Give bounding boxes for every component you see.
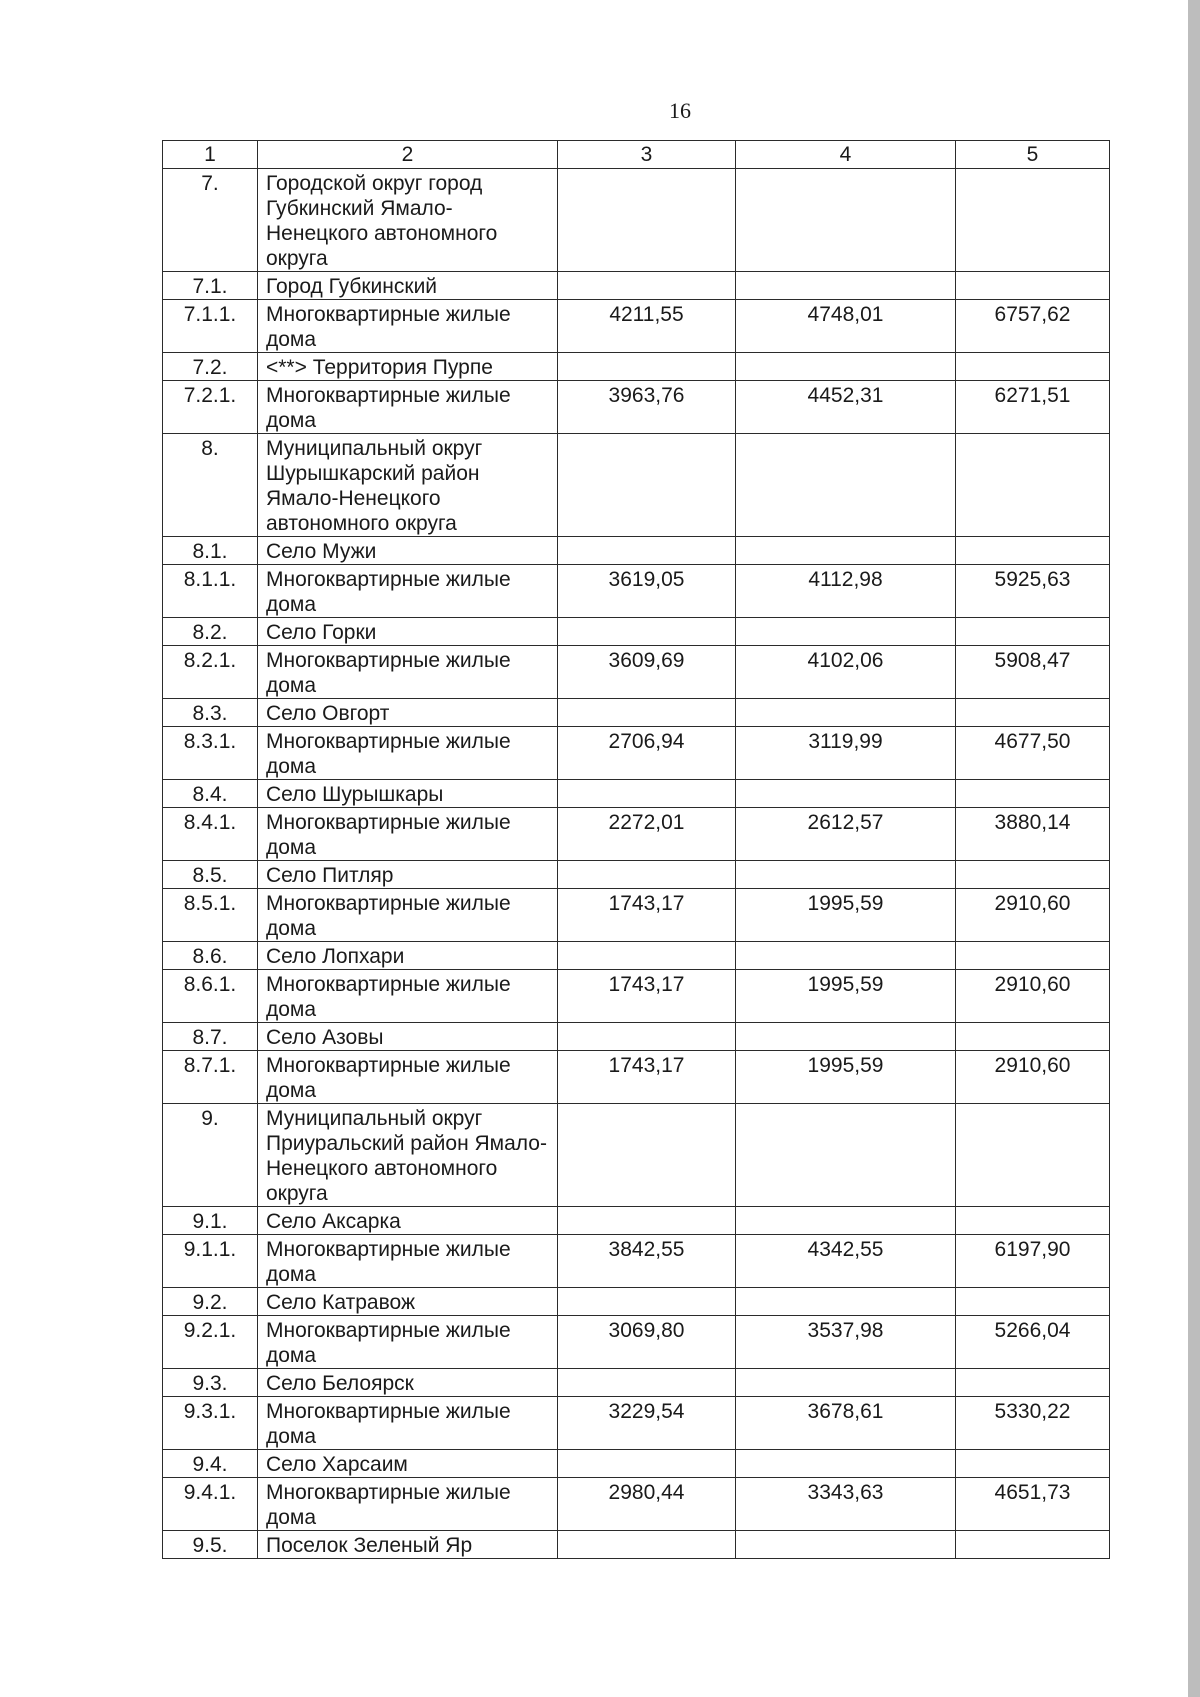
row-value-col3-cell (558, 1104, 736, 1207)
row-name-cell: Муниципальный округ Приуральский район Ямало-Ненецкого автономного округа (258, 1104, 558, 1207)
row-name-cell: Многоквартирные жилые дома (258, 381, 558, 434)
row-number-cell: 9.3. (163, 1369, 258, 1397)
row-value-col5-cell (956, 1288, 1110, 1316)
row-value-col4-cell (736, 1207, 956, 1235)
row-number-cell: 9.1. (163, 1207, 258, 1235)
row-value-col4-cell (736, 1023, 956, 1051)
row-value-col4-cell: 4342,55 (736, 1235, 956, 1288)
row-number-cell: 8.5. (163, 861, 258, 889)
row-value-col5-cell (956, 1369, 1110, 1397)
row-value-col4-cell (736, 537, 956, 565)
row-value-col5-cell (956, 1023, 1110, 1051)
row-value-col4-cell (736, 169, 956, 272)
row-value-col4-cell (736, 353, 956, 381)
row-value-col3-cell: 2272,01 (558, 808, 736, 861)
row-value-col5-cell: 2910,60 (956, 1051, 1110, 1104)
table-row (163, 1450, 1110, 1478)
table-row (163, 646, 1110, 699)
page-number: 16 (669, 98, 691, 123)
row-number-cell: 8.1. (163, 537, 258, 565)
row-number-cell: 7.1.1. (163, 300, 258, 353)
row-number-cell: 9. (163, 1104, 258, 1207)
row-value-col3-cell (558, 434, 736, 537)
column-header-4: 4 (736, 141, 956, 169)
row-value-col5-cell (956, 780, 1110, 808)
table-row (163, 537, 1110, 565)
row-value-col4-cell: 3678,61 (736, 1397, 956, 1450)
row-value-col4-cell (736, 861, 956, 889)
row-value-col3-cell (558, 1023, 736, 1051)
row-number-cell: 8.3. (163, 699, 258, 727)
table-row (163, 889, 1110, 942)
row-value-col3-cell (558, 1450, 736, 1478)
row-value-col5-cell: 4651,73 (956, 1478, 1110, 1531)
row-number-cell: 9.1.1. (163, 1235, 258, 1288)
table-row (163, 272, 1110, 300)
row-value-col5-cell (956, 942, 1110, 970)
row-value-col4-cell: 4748,01 (736, 300, 956, 353)
row-value-col5-cell (956, 169, 1110, 272)
row-number-cell: 8.1.1. (163, 565, 258, 618)
row-name-cell: Многоквартирные жилые дома (258, 1235, 558, 1288)
table-row (163, 1023, 1110, 1051)
table-row (163, 1104, 1110, 1207)
row-name-cell: Село Лопхари (258, 942, 558, 970)
row-number-cell: 9.3.1. (163, 1397, 258, 1450)
row-name-cell: Город Губкинский (258, 272, 558, 300)
table-row (163, 1397, 1110, 1450)
row-value-col3-cell (558, 618, 736, 646)
table-row (163, 1288, 1110, 1316)
table-row (163, 970, 1110, 1023)
table-body (163, 169, 1110, 1559)
page-edge-scan-border (1188, 0, 1200, 1697)
row-value-col4-cell (736, 780, 956, 808)
row-name-cell: Село Белоярск (258, 1369, 558, 1397)
row-value-col5-cell: 5266,04 (956, 1316, 1110, 1369)
row-name-cell: Многоквартирные жилые дома (258, 565, 558, 618)
row-number-cell: 7.1. (163, 272, 258, 300)
table-row (163, 699, 1110, 727)
row-value-col3-cell: 3963,76 (558, 381, 736, 434)
row-value-col3-cell: 3229,54 (558, 1397, 736, 1450)
row-value-col4-cell (736, 1369, 956, 1397)
table-row (163, 727, 1110, 780)
table-row (163, 381, 1110, 434)
row-value-col5-cell (956, 699, 1110, 727)
row-value-col3-cell (558, 1531, 736, 1559)
table-row (163, 861, 1110, 889)
row-number-cell: 9.5. (163, 1531, 258, 1559)
row-name-cell: Село Питляр (258, 861, 558, 889)
table-row (163, 1051, 1110, 1104)
table-row (163, 1531, 1110, 1559)
row-number-cell: 8.2. (163, 618, 258, 646)
row-name-cell: Многоквартирные жилые дома (258, 1478, 558, 1531)
row-value-col3-cell (558, 699, 736, 727)
row-value-col4-cell: 1995,59 (736, 1051, 956, 1104)
row-number-cell: 8.4. (163, 780, 258, 808)
row-value-col3-cell: 2980,44 (558, 1478, 736, 1531)
row-number-cell: 9.4. (163, 1450, 258, 1478)
row-number-cell: 8.5.1. (163, 889, 258, 942)
row-value-col3-cell (558, 942, 736, 970)
row-value-col4-cell: 4452,31 (736, 381, 956, 434)
row-value-col3-cell (558, 537, 736, 565)
table-row (163, 942, 1110, 970)
row-name-cell: Село Азовы (258, 1023, 558, 1051)
table-row (163, 1235, 1110, 1288)
row-number-cell: 8.3.1. (163, 727, 258, 780)
row-value-col5-cell (956, 272, 1110, 300)
column-header-1: 1 (163, 141, 258, 169)
row-value-col5-cell (956, 1207, 1110, 1235)
column-header-3: 3 (558, 141, 736, 169)
row-value-col3-cell (558, 272, 736, 300)
table-row (163, 808, 1110, 861)
row-value-col3-cell: 1743,17 (558, 1051, 736, 1104)
row-value-col4-cell (736, 272, 956, 300)
row-value-col5-cell: 6271,51 (956, 381, 1110, 434)
row-value-col5-cell: 4677,50 (956, 727, 1110, 780)
row-value-col5-cell (956, 353, 1110, 381)
row-value-col5-cell: 6197,90 (956, 1235, 1110, 1288)
tariff-table (162, 140, 1110, 1559)
table-header-row (163, 141, 1110, 169)
table-row (163, 618, 1110, 646)
row-value-col5-cell: 3880,14 (956, 808, 1110, 861)
row-name-cell: Многоквартирные жилые дома (258, 1316, 558, 1369)
row-value-col3-cell: 3609,69 (558, 646, 736, 699)
row-value-col4-cell: 4112,98 (736, 565, 956, 618)
row-name-cell: Село Овгорт (258, 699, 558, 727)
row-name-cell: <**> Территория Пурпе (258, 353, 558, 381)
row-name-cell: Село Аксарка (258, 1207, 558, 1235)
row-value-col4-cell: 3343,63 (736, 1478, 956, 1531)
row-value-col4-cell (736, 942, 956, 970)
row-number-cell: 8. (163, 434, 258, 537)
row-name-cell: Многоквартирные жилые дома (258, 808, 558, 861)
row-name-cell: Село Горки (258, 618, 558, 646)
table-row (163, 780, 1110, 808)
row-number-cell: 9.4.1. (163, 1478, 258, 1531)
row-value-col5-cell (956, 434, 1110, 537)
row-value-col5-cell: 2910,60 (956, 970, 1110, 1023)
row-name-cell: Многоквартирные жилые дома (258, 646, 558, 699)
row-value-col3-cell (558, 169, 736, 272)
row-value-col5-cell (956, 618, 1110, 646)
row-number-cell: 7. (163, 169, 258, 272)
row-value-col4-cell (736, 1531, 956, 1559)
row-name-cell: Село Харсаим (258, 1450, 558, 1478)
row-value-col3-cell: 1743,17 (558, 970, 736, 1023)
row-value-col3-cell (558, 780, 736, 808)
column-header-5: 5 (956, 141, 1110, 169)
table-row (163, 169, 1110, 272)
row-value-col3-cell: 3069,80 (558, 1316, 736, 1369)
row-value-col5-cell (956, 1531, 1110, 1559)
row-value-col5-cell: 5925,63 (956, 565, 1110, 618)
row-name-cell: Село Катравож (258, 1288, 558, 1316)
row-value-col4-cell: 1995,59 (736, 889, 956, 942)
row-name-cell: Муниципальный округ Шурышкарский район Ямало-Ненецкого автономного округа (258, 434, 558, 537)
row-value-col5-cell (956, 1450, 1110, 1478)
table-row (163, 1207, 1110, 1235)
row-value-col5-cell (956, 861, 1110, 889)
row-value-col3-cell (558, 1369, 736, 1397)
row-name-cell: Многоквартирные жилые дома (258, 889, 558, 942)
column-header-2: 2 (258, 141, 558, 169)
row-number-cell: 8.7.1. (163, 1051, 258, 1104)
row-value-col5-cell (956, 1104, 1110, 1207)
row-value-col3-cell (558, 1207, 736, 1235)
row-value-col4-cell: 2612,57 (736, 808, 956, 861)
row-number-cell: 9.2.1. (163, 1316, 258, 1369)
row-value-col4-cell (736, 1450, 956, 1478)
row-value-col3-cell: 2706,94 (558, 727, 736, 780)
row-number-cell: 7.2.1. (163, 381, 258, 434)
row-number-cell: 8.6.1. (163, 970, 258, 1023)
row-value-col4-cell (736, 618, 956, 646)
row-name-cell: Село Шурышкары (258, 780, 558, 808)
row-name-cell: Городской округ город Губкинский Ямало-Ненецкого автономного округа (258, 169, 558, 272)
row-value-col5-cell: 5908,47 (956, 646, 1110, 699)
row-name-cell: Поселок Зеленый Яр (258, 1531, 558, 1559)
row-value-col5-cell (956, 537, 1110, 565)
table-row (163, 353, 1110, 381)
row-number-cell: 8.6. (163, 942, 258, 970)
row-value-col3-cell: 1743,17 (558, 889, 736, 942)
row-value-col4-cell: 3119,99 (736, 727, 956, 780)
row-name-cell: Село Мужи (258, 537, 558, 565)
table-row (163, 565, 1110, 618)
row-value-col3-cell: 3842,55 (558, 1235, 736, 1288)
row-number-cell: 8.7. (163, 1023, 258, 1051)
row-number-cell: 9.2. (163, 1288, 258, 1316)
table-row (163, 300, 1110, 353)
row-value-col5-cell: 6757,62 (956, 300, 1110, 353)
row-name-cell: Многоквартирные жилые дома (258, 970, 558, 1023)
row-value-col5-cell: 5330,22 (956, 1397, 1110, 1450)
row-value-col4-cell: 4102,06 (736, 646, 956, 699)
row-value-col4-cell (736, 1104, 956, 1207)
row-value-col3-cell (558, 861, 736, 889)
row-name-cell: Многоквартирные жилые дома (258, 1397, 558, 1450)
row-number-cell: 7.2. (163, 353, 258, 381)
table-row (163, 1316, 1110, 1369)
row-name-cell: Многоквартирные жилые дома (258, 300, 558, 353)
row-value-col4-cell (736, 699, 956, 727)
row-value-col3-cell: 4211,55 (558, 300, 736, 353)
row-name-cell: Многоквартирные жилые дома (258, 1051, 558, 1104)
table-row (163, 1478, 1110, 1531)
table-row (163, 434, 1110, 537)
table-row (163, 1369, 1110, 1397)
row-name-cell: Многоквартирные жилые дома (258, 727, 558, 780)
row-value-col3-cell (558, 1288, 736, 1316)
row-number-cell: 8.4.1. (163, 808, 258, 861)
row-value-col4-cell: 3537,98 (736, 1316, 956, 1369)
row-value-col3-cell: 3619,05 (558, 565, 736, 618)
row-value-col4-cell: 1995,59 (736, 970, 956, 1023)
row-value-col3-cell (558, 353, 736, 381)
row-value-col4-cell (736, 1288, 956, 1316)
row-number-cell: 8.2.1. (163, 646, 258, 699)
row-value-col4-cell (736, 434, 956, 537)
row-value-col5-cell: 2910,60 (956, 889, 1110, 942)
